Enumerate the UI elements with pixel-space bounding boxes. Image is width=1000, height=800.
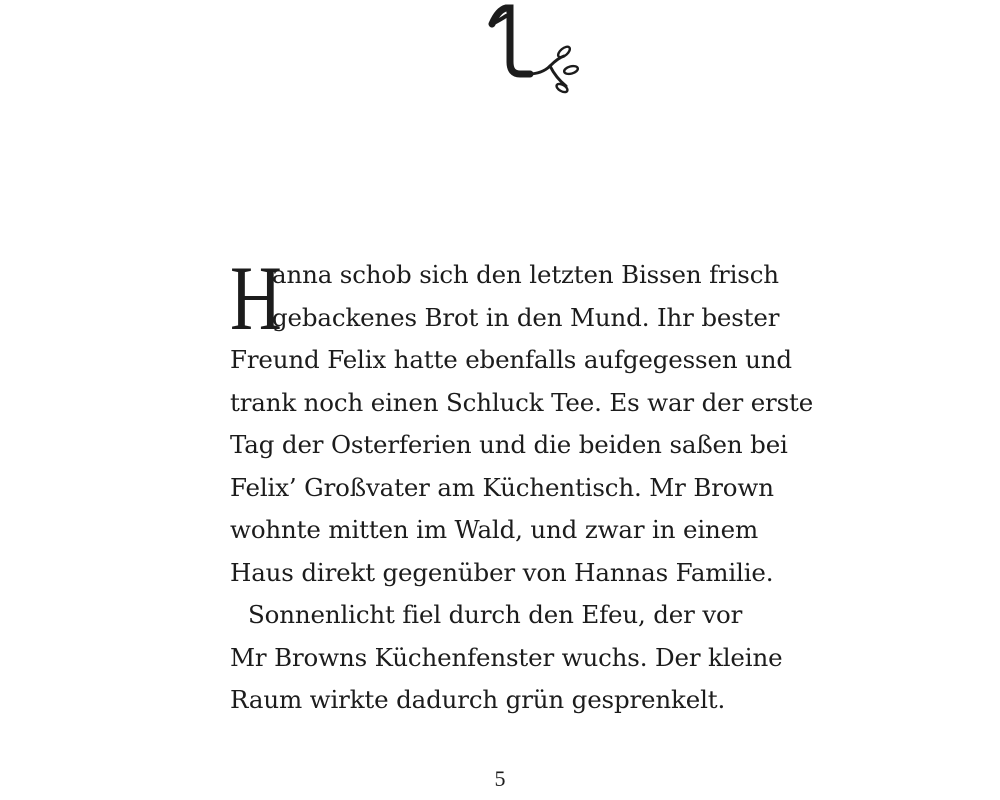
text-line: Sonnenlicht fiel durch den Efeu, der vor xyxy=(248,600,743,629)
text-line: Tag der Osterferien und die beiden saßen bei xyxy=(230,430,788,459)
text-line: Mr Browns Küchenfenster wuchs. Der kleine xyxy=(230,642,783,672)
text-line: Raum wirkte dadurch grün gesprenkelt. xyxy=(230,685,726,714)
text-line: Haus direkt gegenüber von Hannas Familie. xyxy=(230,557,774,587)
text-line: anna schob sich den letzten Bissen frisch xyxy=(272,260,779,289)
text-line: gebackenes Brot in den Mund. Ihr bester xyxy=(272,302,780,332)
page-number: 5 xyxy=(494,766,506,791)
chapter-number-one-icon xyxy=(484,4,580,94)
text-line: trank noch einen Schluck Tee. Es war der erste xyxy=(230,387,814,417)
text-line: wohnte mitten im Wald, und zwar in einem xyxy=(230,515,759,544)
text-line: Felix’ Großvater am Küchentisch. Mr Brown xyxy=(230,472,774,502)
drop-cap: H xyxy=(230,247,282,349)
text-line: Freund Felix hatte ebenfalls aufgegessen und xyxy=(230,345,792,374)
